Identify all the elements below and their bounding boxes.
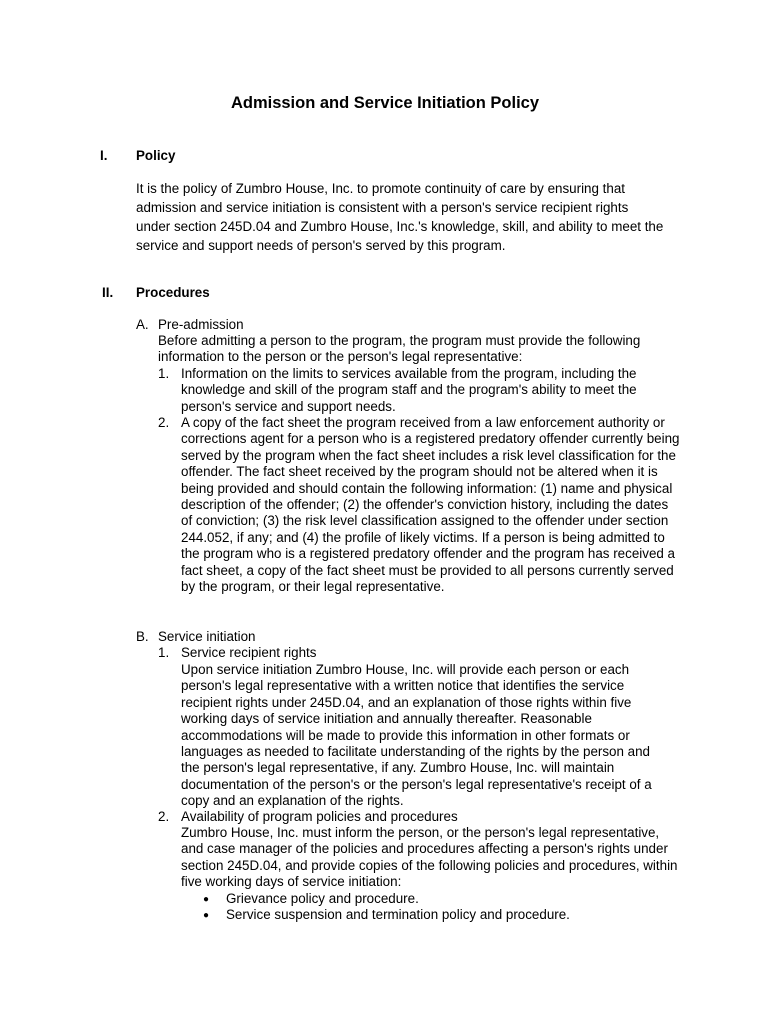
list-item-heading: Service recipient rights [181, 645, 317, 660]
list-number: 1. [158, 645, 170, 660]
list-number: 2. [158, 809, 170, 824]
subsection-letter: B. [136, 629, 149, 644]
list-number: 1. [158, 366, 170, 381]
section-numeral: II. [102, 285, 114, 300]
subsection-heading-service-initiation: Service initiation [158, 629, 256, 644]
service-rights-text: Upon service initiation Zumbro House, Inc. will provide each person or each person's legal representative with a written notice that identifies the service recipient rights under 245D.04, and an explanation of those rights within five working days of service initiation and annually thereafter. Reasonable accommodations will be made to provide this information in other formats or languages as needed to facilitate understanding of the rights by the person and the person's legal representative, if any. Zumbro House, Inc. will maintain documentation of the person's or the person's legal representative's receipt of a copy and an explanation of the rights. [181, 662, 652, 809]
section-heading-policy: Policy [136, 148, 176, 163]
pre-admission-item-text: A copy of the fact sheet the program received from a law enforcement authority or corrections agent for a person who is a registered predatory offender currently being served by the program when the fact sheet includes a risk level classification for the offender. The fact sheet received by the program should not be altered when it is being provided and should contain the following information: (1) name and physical description of the offender; (2) the offender's conviction history, including the dates of conviction; (3) the risk level classification assigned to the offender under section 244.052, if any; and (4) the profile of likely victims. If a person is being admitted to the program who is a registered predatory offender and the program has received a fact sheet, a copy of the fact sheet must be provided to all persons currently served by the program, or their legal representative. [181, 415, 680, 595]
bullet-item: Grievance policy and procedure. [226, 891, 419, 906]
section-numeral: I. [100, 148, 108, 163]
section-heading-procedures: Procedures [136, 285, 210, 300]
availability-text: Zumbro House, Inc. must inform the person, or the person's legal representative, and case manager of the policies and procedures affecting a person's rights under section 245D.04, and provide copies of the following policies and procedures, within five working days of service initiation: [181, 825, 678, 890]
pre-admission-intro: Before admitting a person to the program, the program must provide the following information to the person or the person's legal representative: [158, 333, 641, 365]
document-title: Admission and Service Initiation Policy [230, 94, 540, 112]
bullet-dot-icon: ● [203, 894, 210, 905]
list-item-heading: Availability of program policies and procedures [181, 809, 458, 824]
subsection-letter: A. [136, 317, 149, 332]
bullet-dot-icon: ● [203, 910, 210, 921]
policy-paragraph: It is the policy of Zumbro House, Inc. to promote continuity of care by ensuring that admission and service initiation is consistent with a person's service recipient rights under section 245D.04 and Zumbro House, Inc.'s knowledge, skill, and ability to meet the service and support needs of person's served by this program. [136, 181, 664, 253]
bullet-item: Service suspension and termination policy and procedure. [226, 907, 570, 922]
list-number: 2. [158, 415, 170, 430]
subsection-heading-pre-admission: Pre-admission [158, 317, 244, 332]
pre-admission-item-text: Information on the limits to services available from the program, including the knowledge and skill of the program staff and the program's ability to meet the person's service and support needs. [181, 366, 637, 414]
